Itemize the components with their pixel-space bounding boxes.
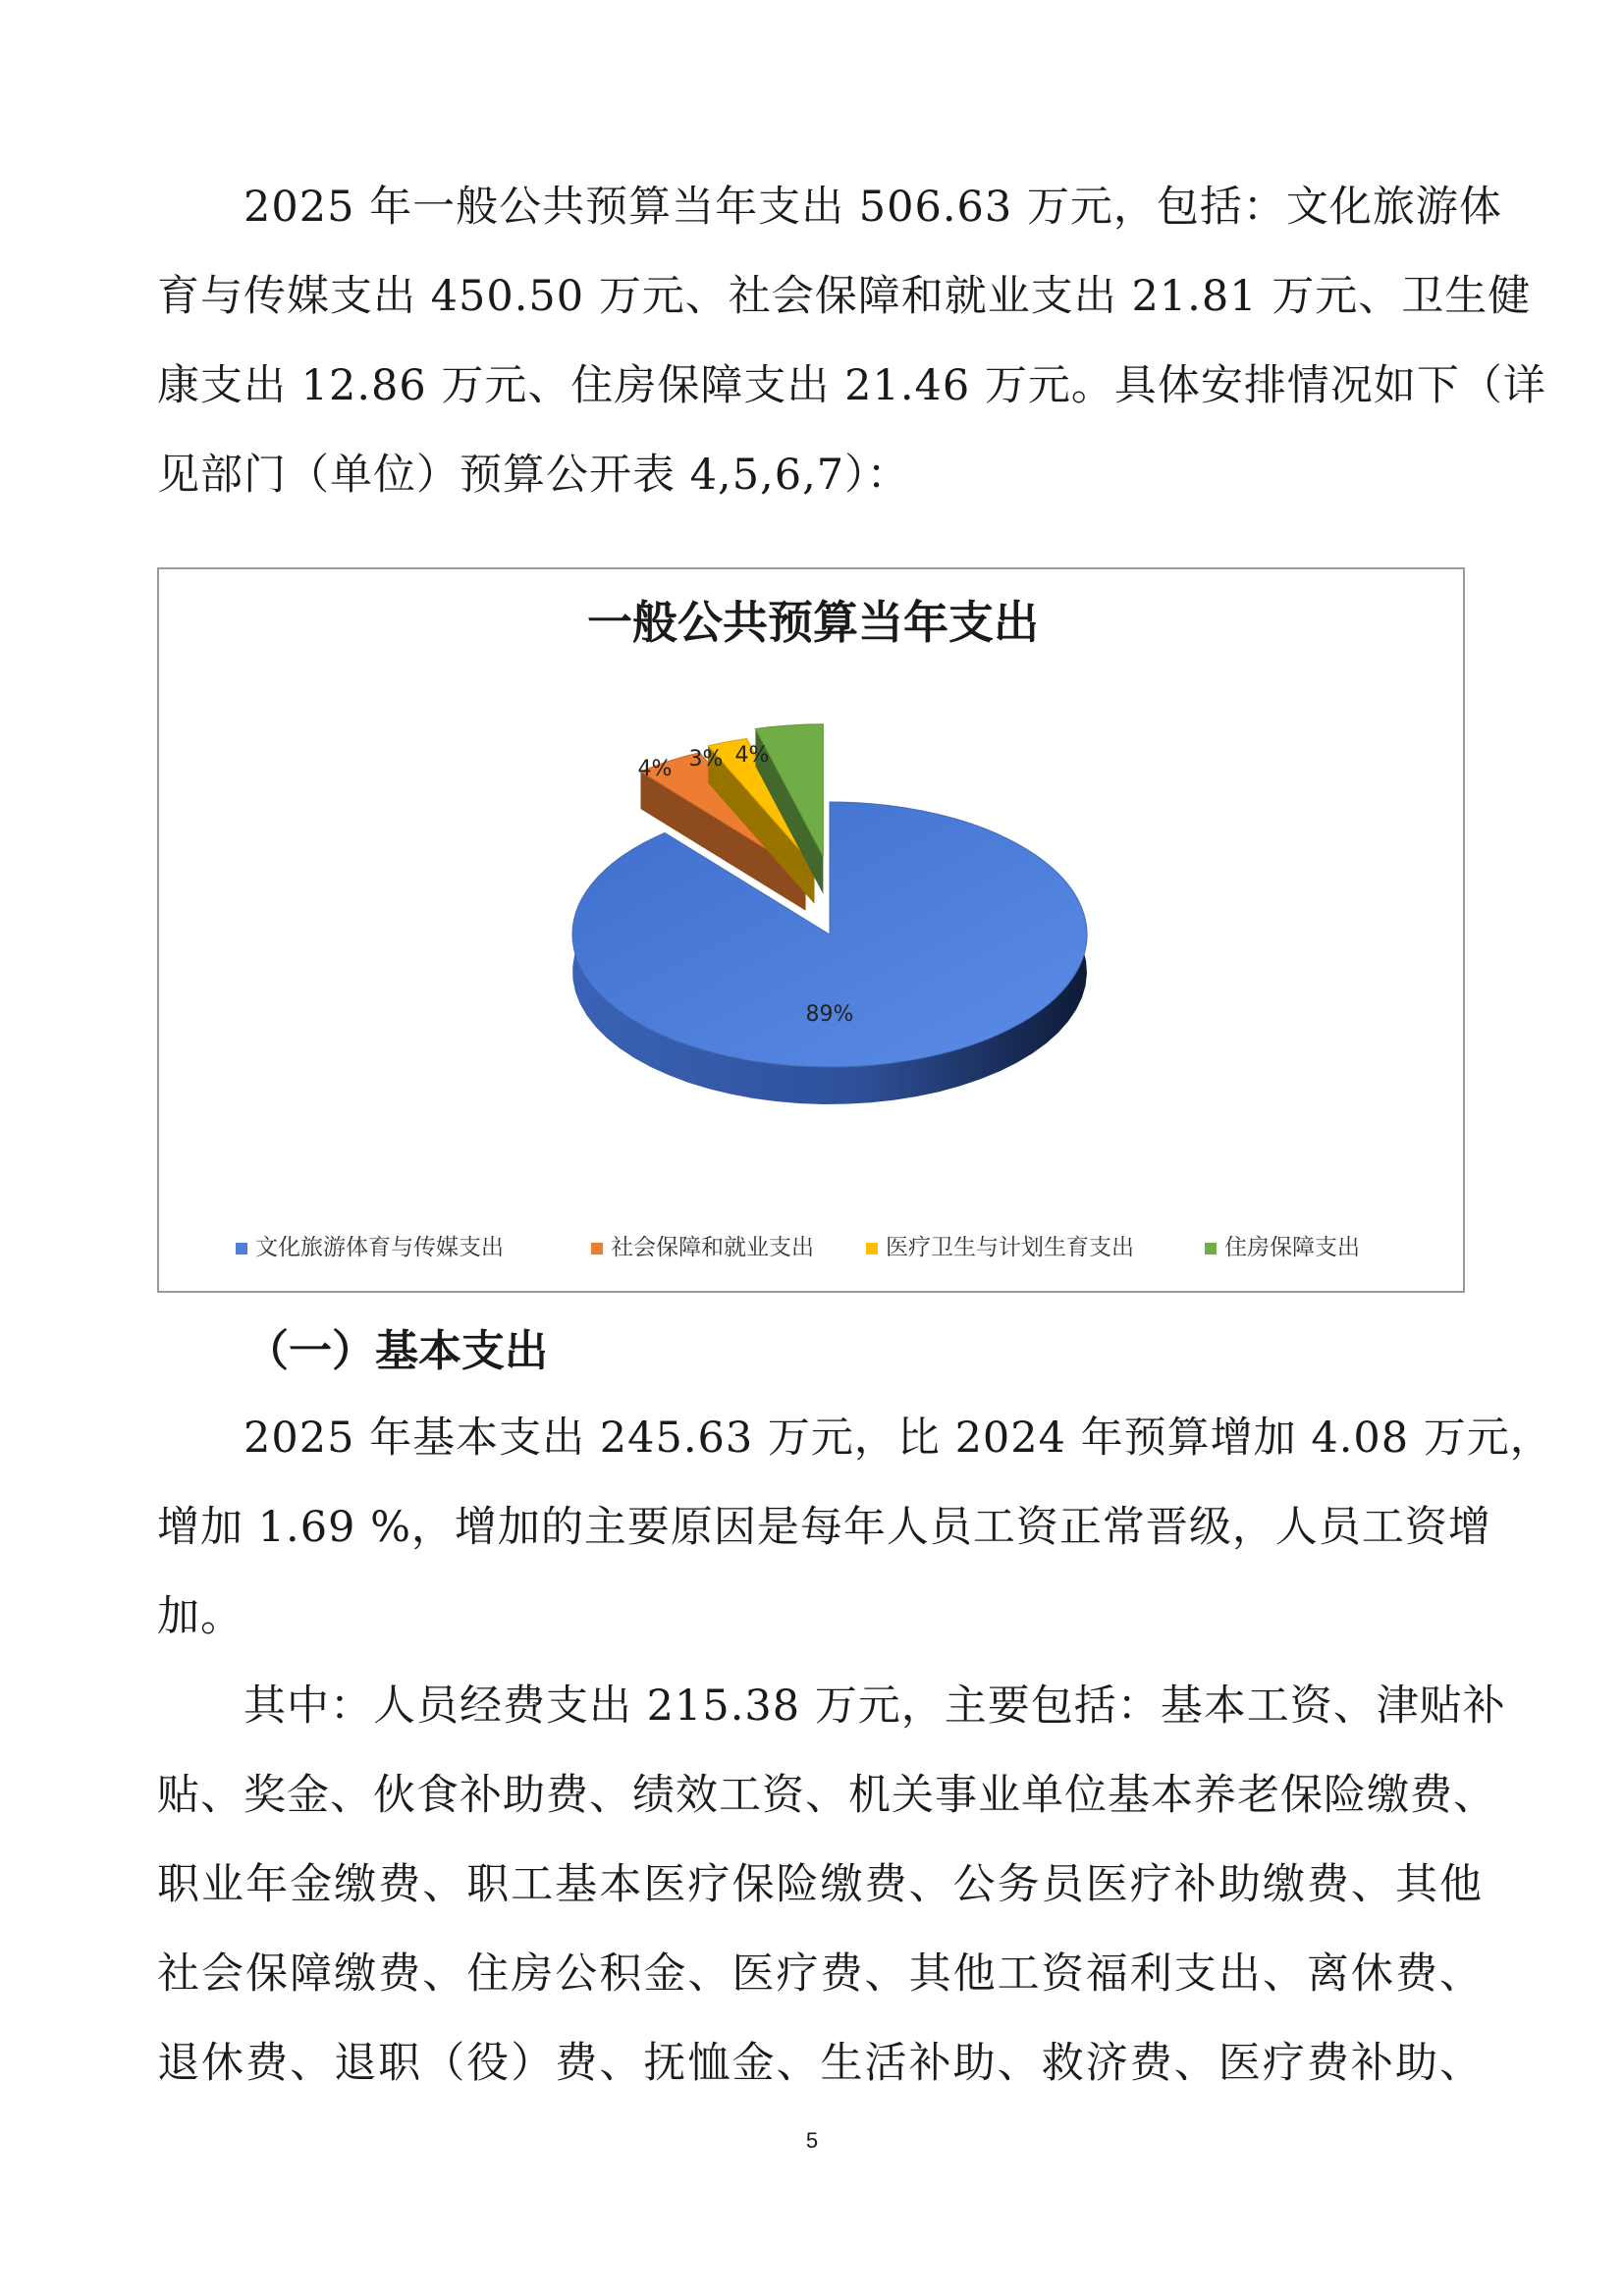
legend-label: 文化旅游体育与传媒支出: [255, 1235, 504, 1260]
personnel-line: 退休费、退职（役）费、抚恤金、生活补助、救济费、医疗费补助、: [157, 2039, 1483, 2088]
slice-label-1: 89%: [805, 1002, 854, 1027]
pie-chart: [159, 569, 1467, 1295]
pie-chart-frame: [157, 567, 1465, 1293]
slice-label-2: 4%: [637, 757, 673, 781]
basic-line: 加。: [157, 1592, 244, 1641]
legend-item-4: [1205, 1235, 1360, 1260]
page-number: 5: [805, 2128, 819, 2153]
intro-line: 康支出 12.86 万元、住房保障支出 21.46 万元。具体安排情况如下（详: [157, 361, 1546, 410]
intro-line: 2025 年一般公共预算当年支出 506.63 万元，包括：文化旅游体: [244, 183, 1502, 232]
basic-line: 2025 年基本支出 245.63 万元，比 2024 年预算增加 4.08 万元，: [244, 1414, 1553, 1463]
pie-slice-1: [572, 802, 1087, 1104]
personnel-line: 其中：人员经费支出 215.38 万元，主要包括：基本工资、津贴补: [244, 1682, 1506, 1731]
legend-swatch: [591, 1243, 603, 1255]
slice-label-4: 4%: [734, 743, 770, 768]
chart-title: 一般公共预算当年支出: [587, 596, 1039, 649]
intro-line: 育与传媒支出 450.50 万元、社会保障和就业支出 21.81 万元、卫生健: [157, 272, 1532, 321]
legend-label: 社会保障和就业支出: [611, 1235, 814, 1260]
personnel-line: 贴、奖金、伙食补助费、绩效工资、机关事业单位基本养老保险缴费、: [157, 1771, 1496, 1820]
basic-line: 增加 1.69 %，增加的主要原因是每年人员工资正常晋级，人员工资增: [157, 1503, 1491, 1552]
personnel-line: 社会保障缴费、住房公积金、医疗费、其他工资福利支出、离休费、: [157, 1949, 1483, 1999]
slice-label-3: 3%: [688, 747, 724, 772]
intro-paragraph: [157, 163, 1546, 520]
personnel-paragraph: [157, 1662, 1506, 2109]
basic-paragraph: [157, 1394, 1553, 1662]
legend-label: 医疗卫生与计划生育支出: [886, 1235, 1134, 1260]
legend-item-1: [236, 1235, 504, 1260]
legend-item-2: [591, 1235, 814, 1260]
legend-item-3: [866, 1235, 1134, 1260]
section-heading: （一）基本支出: [245, 1326, 548, 1376]
legend-swatch: [866, 1243, 878, 1255]
legend-swatch: [236, 1243, 247, 1255]
personnel-line: 职业年金缴费、职工基本医疗保险缴费、公务员医疗补助缴费、其他: [157, 1860, 1483, 1909]
intro-line: 见部门（单位）预算公开表 4,5,6,7）：: [157, 451, 910, 500]
legend-label: 住房保障支出: [1224, 1235, 1360, 1260]
legend-swatch: [1205, 1243, 1217, 1255]
